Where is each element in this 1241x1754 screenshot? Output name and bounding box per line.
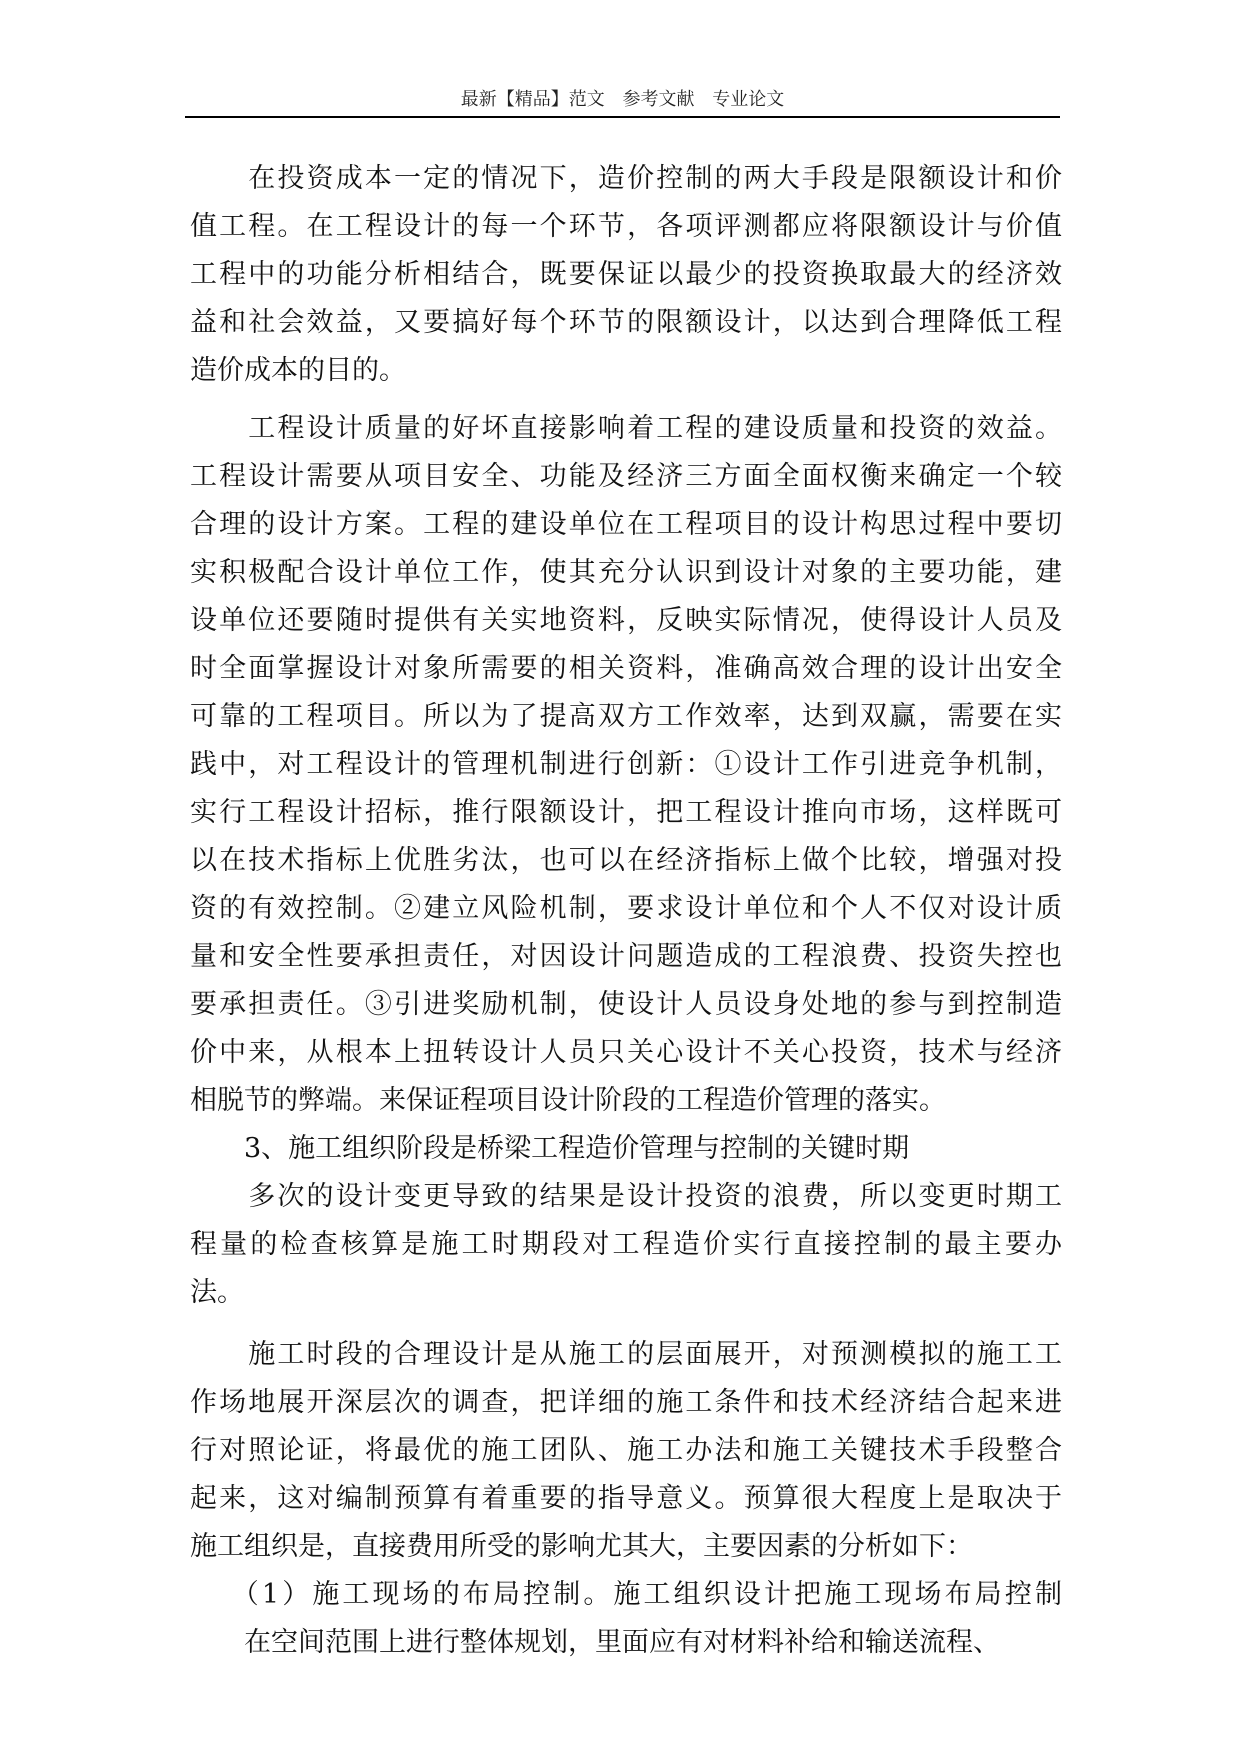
text-line: 起来，这对编制预算有着重要的指导意义。预算很大程度上是取决于 bbox=[190, 1483, 1062, 1514]
section-heading: 3、施工组织阶段是桥梁工程造价管理与控制的关键时期 bbox=[190, 1133, 910, 1164]
text-line: 在空间范围上进行整体规划，里面应有对材料补给和输送流程、 bbox=[190, 1627, 1000, 1658]
text-line: 可靠的工程项目。所以为了提高双方工作效率，达到双赢，需要在实 bbox=[190, 701, 1062, 732]
text-line: 造价成本的目的。 bbox=[190, 355, 406, 386]
text-line: 值工程。在工程设计的每一个环节，各项评测都应将限额设计与价值 bbox=[190, 211, 1062, 242]
text-line: 施工时段的合理设计是从施工的层面展开，对预测模拟的施工工 bbox=[190, 1339, 1062, 1370]
header-text-2: 参考文献 bbox=[622, 89, 695, 110]
text-line: 工程中的功能分析相结合，既要保证以最少的投资换取最大的经济效 bbox=[190, 259, 1062, 290]
text-line: 践中，对工程设计的管理机制进行创新：①设计工作引进竞争机制， bbox=[190, 749, 1062, 780]
text-line: 工程设计需要从项目安全、功能及经济三方面全面权衡来确定一个较 bbox=[190, 461, 1062, 492]
text-line: 量和安全性要承担责任，对因设计问题造成的工程浪费、投资失控也 bbox=[190, 941, 1062, 972]
text-line: 价中来，从根本上扭转设计人员只关心设计不关心投资，技术与经济 bbox=[190, 1037, 1062, 1068]
text-line: 设单位还要随时提供有关实地资料，反映实际情况，使得设计人员及 bbox=[190, 605, 1062, 636]
text-line: 时全面掌握设计对象所需要的相关资料，准确高效合理的设计出安全 bbox=[190, 653, 1062, 684]
text-line: 法。 bbox=[190, 1277, 244, 1308]
text-line: 工程设计质量的好坏直接影响着工程的建设质量和投资的效益。 bbox=[190, 413, 1062, 444]
text-line: 相脱节的弊端。来保证程项目设计阶段的工程造价管理的落实。 bbox=[190, 1085, 946, 1116]
document-body bbox=[190, 155, 1062, 1667]
text-line: 在投资成本一定的情况下，造价控制的两大手段是限额设计和价 bbox=[190, 163, 1062, 194]
text-line: 实行工程设计招标，推行限额设计，把工程设计推向市场，这样既可 bbox=[190, 797, 1062, 828]
page-header bbox=[185, 84, 1060, 118]
text-line: 益和社会效益，又要搞好每个环节的限额设计，以达到合理降低工程 bbox=[190, 307, 1062, 338]
text-line: 实积极配合设计单位工作，使其充分认识到设计对象的主要功能，建 bbox=[190, 557, 1062, 588]
text-line: 多次的设计变更导致的结果是设计投资的浪费，所以变更时期工 bbox=[190, 1181, 1062, 1212]
text-line: 行对照论证，将最优的施工团队、施工办法和施工关键技术手段整合 bbox=[190, 1435, 1062, 1466]
text-line: 作场地展开深层次的调查，把详细的施工条件和技术经济结合起来进 bbox=[190, 1387, 1062, 1418]
text-line: 施工组织是，直接费用所受的影响尤其大，主要因素的分析如下： bbox=[190, 1531, 973, 1562]
header-text-1: 最新【精品】范文 bbox=[460, 89, 605, 110]
text-line: 以在技术指标上优胜劣汰，也可以在经济指标上做个比较，增强对投 bbox=[190, 845, 1062, 876]
text-line: 要承担责任。③引进奖励机制，使设计人员设身处地的参与到控制造 bbox=[190, 989, 1062, 1020]
text-line: （1）施工现场的布局控制。施工组织设计把施工现场布局控制 bbox=[190, 1579, 1062, 1610]
header-text-3: 专业论文 bbox=[712, 89, 785, 110]
text-line: 资的有效控制。②建立风险机制，要求设计单位和个人不仅对设计质 bbox=[190, 893, 1062, 924]
text-line: 程量的检查核算是施工时期段对工程造价实行直接控制的最主要办 bbox=[190, 1229, 1062, 1260]
text-line: 合理的设计方案。工程的建设单位在工程项目的设计构思过程中要切 bbox=[190, 509, 1062, 540]
